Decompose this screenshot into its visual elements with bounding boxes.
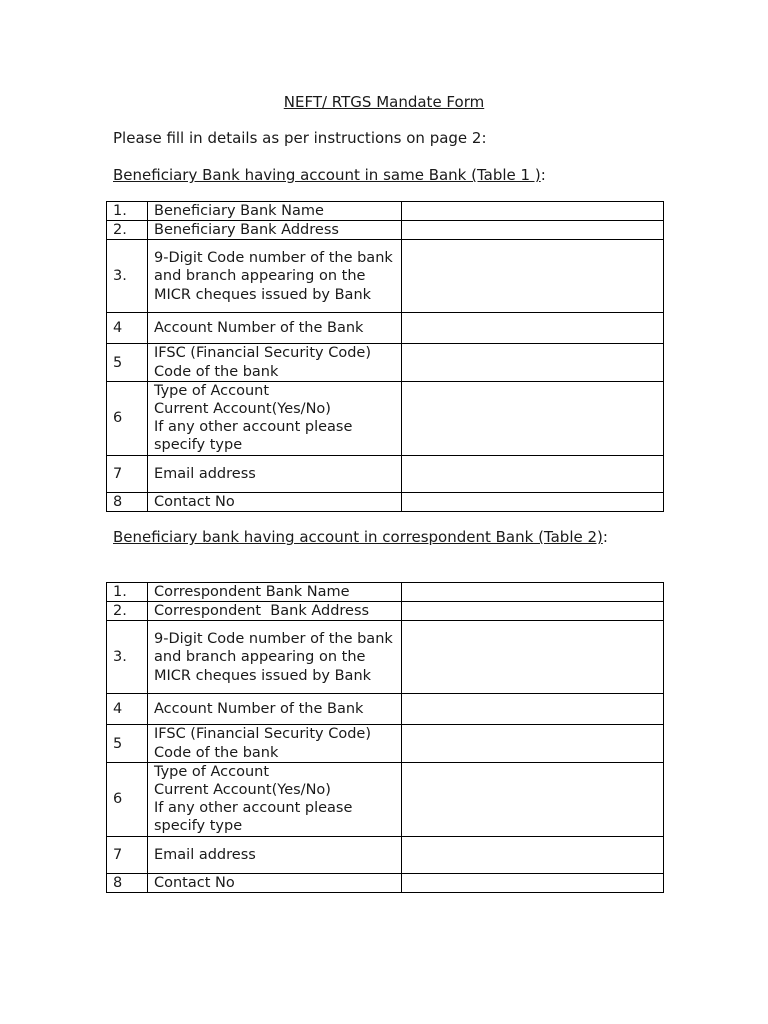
- row-number: 2.: [107, 221, 148, 240]
- row-label: 9-Digit Code number of the bank and branch appearing on the MICR cheques issued by Bank: [148, 240, 402, 313]
- row-number: 7: [107, 836, 148, 873]
- table-row: [107, 621, 664, 694]
- micr-code-field[interactable]: [402, 240, 664, 313]
- table2-heading: [113, 528, 658, 546]
- row-label-line: Current Account(Yes/No): [154, 782, 331, 799]
- row-label: Email address: [148, 455, 402, 492]
- row-number: 4: [107, 313, 148, 344]
- table-row: [107, 873, 664, 892]
- ifsc-code-field[interactable]: [402, 344, 664, 381]
- contact-number-field[interactable]: [402, 873, 664, 892]
- row-label: Correspondent Bank Address: [148, 602, 402, 621]
- table-row: [107, 583, 664, 602]
- table2-heading-colon: :: [602, 528, 608, 546]
- table-row: [107, 836, 664, 873]
- table-row: [107, 694, 664, 725]
- row-number: 4: [107, 694, 148, 725]
- table-row: [107, 344, 664, 381]
- account-type-field[interactable]: [402, 762, 664, 836]
- table-row: [107, 313, 664, 344]
- row-number: 5: [107, 344, 148, 381]
- row-label: Beneficiary Bank Address: [148, 221, 402, 240]
- table1-heading-colon: :: [540, 166, 546, 184]
- email-field[interactable]: [402, 455, 664, 492]
- row-number: 2.: [107, 602, 148, 621]
- row-label-line: If any other account please specify type: [154, 419, 353, 454]
- same-bank-table: [106, 201, 664, 512]
- table-row: [107, 240, 664, 313]
- row-number: 8: [107, 492, 148, 511]
- table-row: [107, 202, 664, 221]
- beneficiary-bank-name-field[interactable]: [402, 202, 664, 221]
- row-label: IFSC (Financial Security Code) Code of the bank: [148, 725, 402, 762]
- row-label: Account Number of the Bank: [148, 694, 402, 725]
- table-row: [107, 221, 664, 240]
- row-label: IFSC (Financial Security Code) Code of the bank: [148, 344, 402, 381]
- row-number: 3.: [107, 621, 148, 694]
- account-number-field[interactable]: [402, 313, 664, 344]
- row-label: Beneficiary Bank Name: [148, 202, 402, 221]
- row-label-line: Type of Account: [154, 382, 270, 399]
- row-label-line: If any other account please specify type: [154, 800, 353, 835]
- row-label-line: Type of Account: [154, 763, 270, 780]
- row-label-line: Current Account(Yes/No): [154, 401, 331, 418]
- email-field[interactable]: [402, 836, 664, 873]
- row-label: Email address: [148, 836, 402, 873]
- table-row: [107, 381, 664, 455]
- row-number: 7: [107, 455, 148, 492]
- table-row: [107, 725, 664, 762]
- correspondent-bank-address-field[interactable]: [402, 602, 664, 621]
- contact-number-field[interactable]: [402, 492, 664, 511]
- account-number-field[interactable]: [402, 694, 664, 725]
- table-row: [107, 455, 664, 492]
- row-label: [148, 762, 402, 836]
- beneficiary-bank-address-field[interactable]: [402, 221, 664, 240]
- row-label: [148, 381, 402, 455]
- form-title: NEFT/ RTGS Mandate Form: [283, 93, 485, 111]
- row-number: 5: [107, 725, 148, 762]
- row-label: Contact No: [148, 873, 402, 892]
- row-label: Account Number of the Bank: [148, 313, 402, 344]
- table-row: [107, 492, 664, 511]
- table-row: [107, 762, 664, 836]
- row-number: 1.: [107, 583, 148, 602]
- ifsc-code-field[interactable]: [402, 725, 664, 762]
- correspondent-bank-name-field[interactable]: [402, 583, 664, 602]
- micr-code-field[interactable]: [402, 621, 664, 694]
- row-number: 6: [107, 381, 148, 455]
- row-number: 1.: [107, 202, 148, 221]
- row-number: 3.: [107, 240, 148, 313]
- row-label: Correspondent Bank Name: [148, 583, 402, 602]
- row-label: Contact No: [148, 492, 402, 511]
- table-row: [107, 602, 664, 621]
- table1-heading: [113, 166, 658, 184]
- instructions-text: Please fill in details as per instructions on page 2:: [113, 129, 487, 147]
- row-label: 9-Digit Code number of the bank and branch appearing on the MICR cheques issued by Bank: [148, 621, 402, 694]
- table2-heading-text: Beneficiary bank having account in correspondent Bank (Table 2): [113, 528, 603, 546]
- table1-heading-text: Beneficiary Bank having account in same Bank (Table 1 ): [113, 166, 541, 184]
- account-type-field[interactable]: [402, 381, 664, 455]
- row-number: 6: [107, 762, 148, 836]
- row-number: 8: [107, 873, 148, 892]
- correspondent-bank-table: [106, 582, 664, 893]
